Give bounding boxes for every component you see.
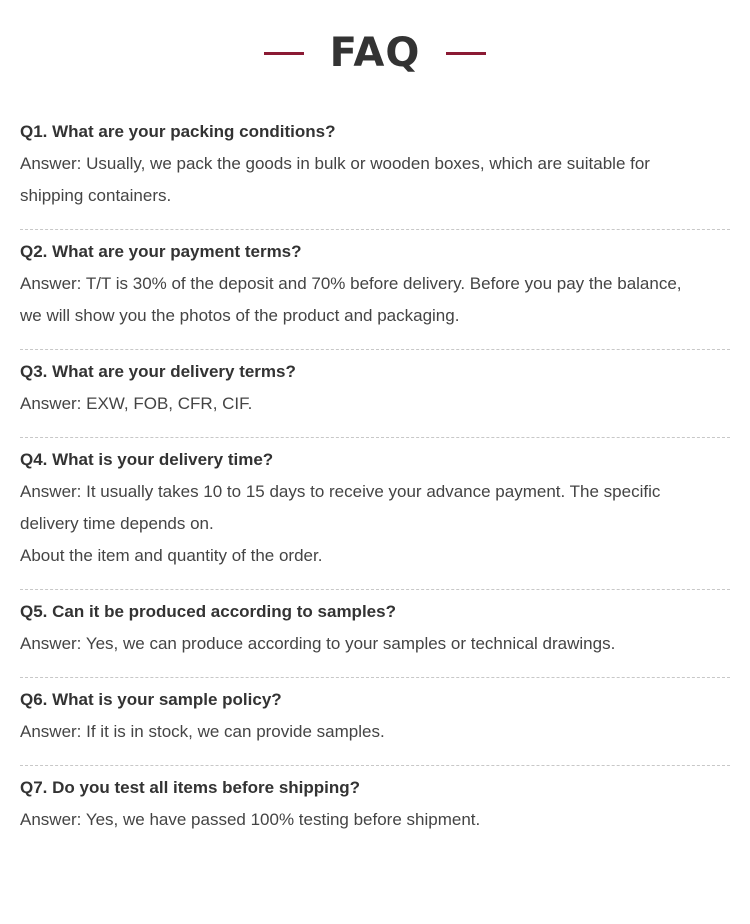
faq-answer-line: we will show you the photos of the product and packaging.: [20, 306, 460, 325]
faq-answer-line: Answer: EXW, FOB, CFR, CIF.: [20, 394, 253, 413]
faq-item-1: [20, 110, 730, 230]
faq-item-3: [20, 350, 730, 438]
faq-question: Q5. Can it be produced according to samples?: [20, 602, 396, 621]
faq-header: [0, 26, 750, 80]
faq-answer-line: Answer: Yes, we can produce according to your samples or technical drawings.: [20, 634, 616, 653]
faq-item-6: [20, 678, 730, 766]
faq-answer-line: Answer: It usually takes 10 to 15 days to receive your advance payment. The specific: [20, 482, 661, 501]
faq-answer-line: About the item and quantity of the order.: [20, 546, 323, 565]
faq-item-7: [20, 766, 730, 836]
faq-answer-line: Answer: Usually, we pack the goods in bulk or wooden boxes, which are suitable for: [20, 154, 650, 173]
faq-question: Q7. Do you test all items before shipping?: [20, 778, 361, 797]
page-title: FAQ: [329, 30, 421, 76]
faq-question: Q3. What are your delivery terms?: [20, 362, 296, 381]
faq-answer-line: Answer: Yes, we have passed 100% testing before shipment.: [20, 810, 481, 829]
faq-answer-line: delivery time depends on.: [20, 514, 214, 533]
faq-list: [20, 110, 730, 836]
faq-item-4: [20, 438, 730, 590]
faq-answer-line: Answer: If it is in stock, we can provide samples.: [20, 722, 385, 741]
faq-answer-line: shipping containers.: [20, 186, 172, 205]
faq-answer-line: Answer: T/T is 30% of the deposit and 70% before delivery. Before you pay the balance,: [20, 274, 682, 293]
faq-question: Q1. What are your packing conditions?: [20, 122, 336, 141]
header-right-rule: [446, 52, 486, 55]
faq-question: Q4. What is your delivery time?: [20, 450, 274, 469]
header-left-rule: [264, 52, 304, 55]
faq-question: Q2. What are your payment terms?: [20, 242, 302, 261]
faq-item-5: [20, 590, 730, 678]
faq-question: Q6. What is your sample policy?: [20, 690, 282, 709]
faq-item-2: [20, 230, 730, 350]
